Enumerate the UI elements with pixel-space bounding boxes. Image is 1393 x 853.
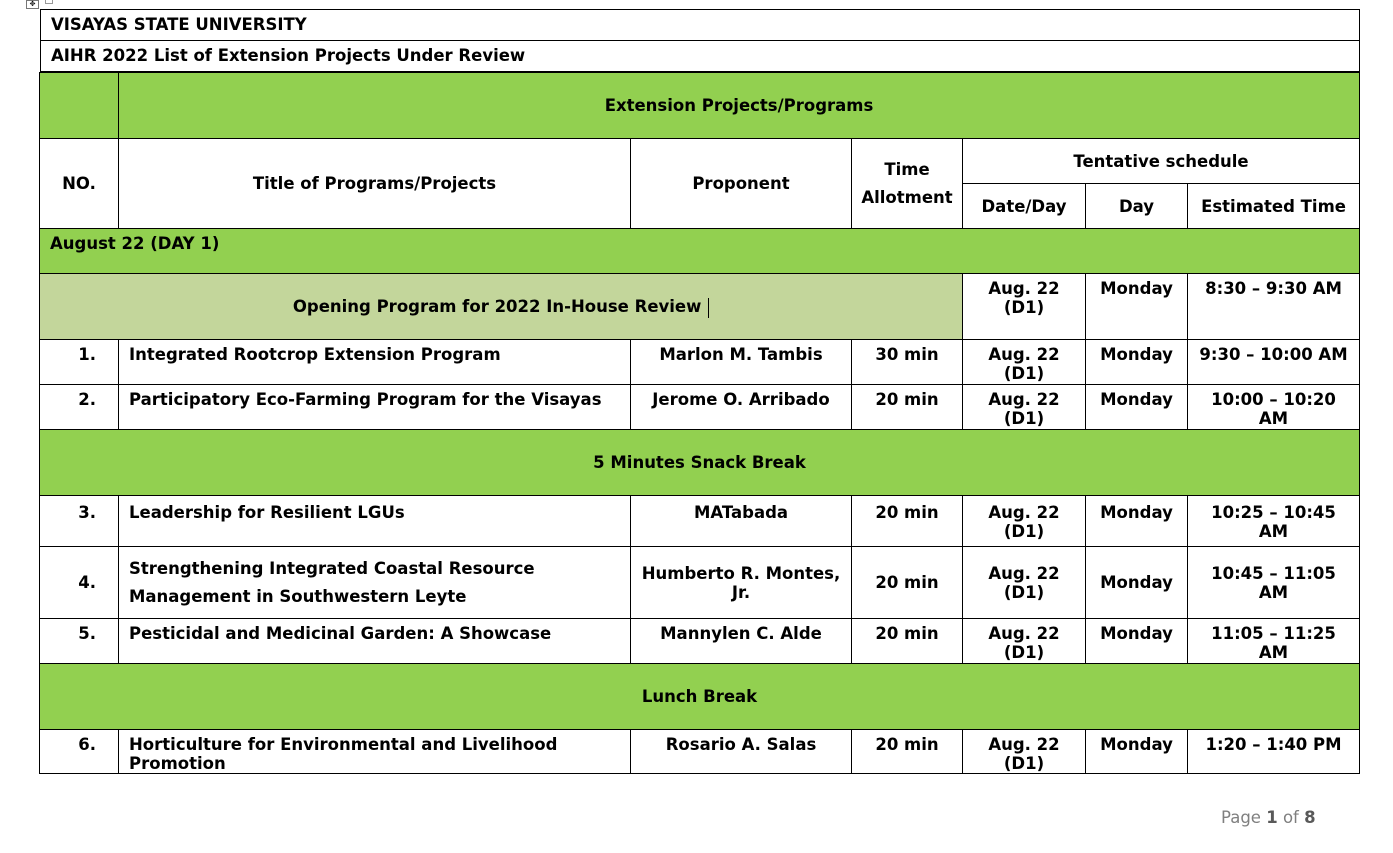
row-day: Monday [1086,619,1188,664]
row-day: Monday [1086,340,1188,385]
row-time: 10:25 – 10:45 AM [1188,496,1360,547]
row-date: Aug. 22 (D1) [963,619,1086,664]
row-allotment: 20 min [852,385,963,430]
row-date: Aug. 22 (D1) [963,340,1086,385]
lunch-break-row [40,664,1360,730]
snack-break-label: 5 Minutes Snack Break [40,430,1360,496]
header-time-allotment-line2: Allotment [861,187,953,207]
header-title: Title of Programs/Projects [119,139,631,229]
text-cursor [708,298,709,318]
university-header [40,9,1360,41]
document-title: AIHR 2022 List of Extension Projects Under Review [51,46,526,65]
document-title-header [40,40,1360,72]
row-title: Integrated Rootcrop Extension Program [119,340,631,385]
day-section-label: August 22 (DAY 1) [40,229,1360,274]
row-date: Aug. 22 (D1) [963,730,1086,774]
row-day: Monday [1086,385,1188,430]
row-proponent: Jerome O. Arribado [631,385,852,430]
row-proponent: Mannylen C. Alde [631,619,852,664]
header-tentative-schedule: Tentative schedule [963,139,1360,184]
row-title: Horticulture for Environmental and Livelihood Promotion [119,730,631,774]
footer-total-pages: 8 [1304,808,1316,827]
opening-day: Monday [1086,274,1188,340]
opening-date: Aug. 22 (D1) [963,274,1086,340]
row-time: 10:45 – 11:05 AM [1188,547,1360,619]
table-row [40,496,1360,547]
row-no: 2. [40,385,119,430]
column-header-row-1 [40,139,1360,184]
header-day: Day [1086,184,1188,229]
opening-program-row [40,274,1360,340]
row-day: Monday [1086,730,1188,774]
row-allotment: 20 min [852,496,963,547]
row-date: Aug. 22 (D1) [963,385,1086,430]
row-allotment: 20 min [852,730,963,774]
day-section-row [40,229,1360,274]
banner-cell [119,73,1360,139]
row-proponent: Marlon M. Tambis [631,340,852,385]
row-proponent: Humberto R. Montes, Jr. [631,547,852,619]
row-no: 3. [40,496,119,547]
row-title: Leadership for Resilient LGUs [119,496,631,547]
row-proponent: Rosario A. Salas [631,730,852,774]
row-title: Pesticidal and Medicinal Garden: A Showcase [119,619,631,664]
university-name: VISAYAS STATE UNIVERSITY [51,15,307,34]
header-no: NO. [40,139,119,229]
banner-label: Extension Projects/Programs [604,96,874,115]
table-row [40,340,1360,385]
footer-of-word: of [1282,808,1299,827]
opening-time: 8:30 – 9:30 AM [1188,274,1360,340]
row-time: 11:05 – 11:25 AM [1188,619,1360,664]
row-allotment: 20 min [852,547,963,619]
table-row [40,619,1360,664]
table-row [40,385,1360,430]
row-time: 10:00 – 10:20 AM [1188,385,1360,430]
row-no: 4. [40,547,119,619]
row-proponent: MATabada [631,496,852,547]
lunch-break-label: Lunch Break [40,664,1360,730]
row-time: 1:20 – 1:40 PM [1188,730,1360,774]
header-time-allotment-line1: Time [884,159,930,179]
row-title: Participatory Eco-Farming Program for the Visayas [119,385,631,430]
table-resize-handle-icon[interactable] [45,0,53,4]
header-estimated-time: Estimated Time [1188,184,1360,229]
snack-break-row [40,430,1360,496]
row-title: Strengthening Integrated Coastal Resource Management in Southwestern Leyte [119,547,631,619]
row-time: 9:30 – 10:00 AM [1188,340,1360,385]
row-date: Aug. 22 (D1) [963,547,1086,619]
banner-row [40,73,1360,139]
opening-title: Opening Program for 2022 In-House Review [292,297,702,317]
header-proponent: Proponent [631,139,852,229]
row-no: 1. [40,340,119,385]
header-date: Date/Day [963,184,1086,229]
row-day: Monday [1086,496,1188,547]
row-no: 6. [40,730,119,774]
opening-title-cell[interactable] [40,274,963,340]
row-allotment: 30 min [852,340,963,385]
row-date: Aug. 22 (D1) [963,496,1086,547]
header-time-allotment [852,139,963,229]
table-move-handle-icon[interactable]: ✥ [26,0,39,9]
page-number-footer [1221,808,1316,827]
table-row [40,547,1360,619]
row-day: Monday [1086,547,1188,619]
row-allotment: 20 min [852,619,963,664]
row-no: 5. [40,619,119,664]
footer-current-page: 1 [1266,808,1278,827]
table-row [40,730,1360,774]
banner-no-cell [40,73,119,139]
footer-page-word: Page [1221,808,1261,827]
schedule-table [39,72,1360,774]
